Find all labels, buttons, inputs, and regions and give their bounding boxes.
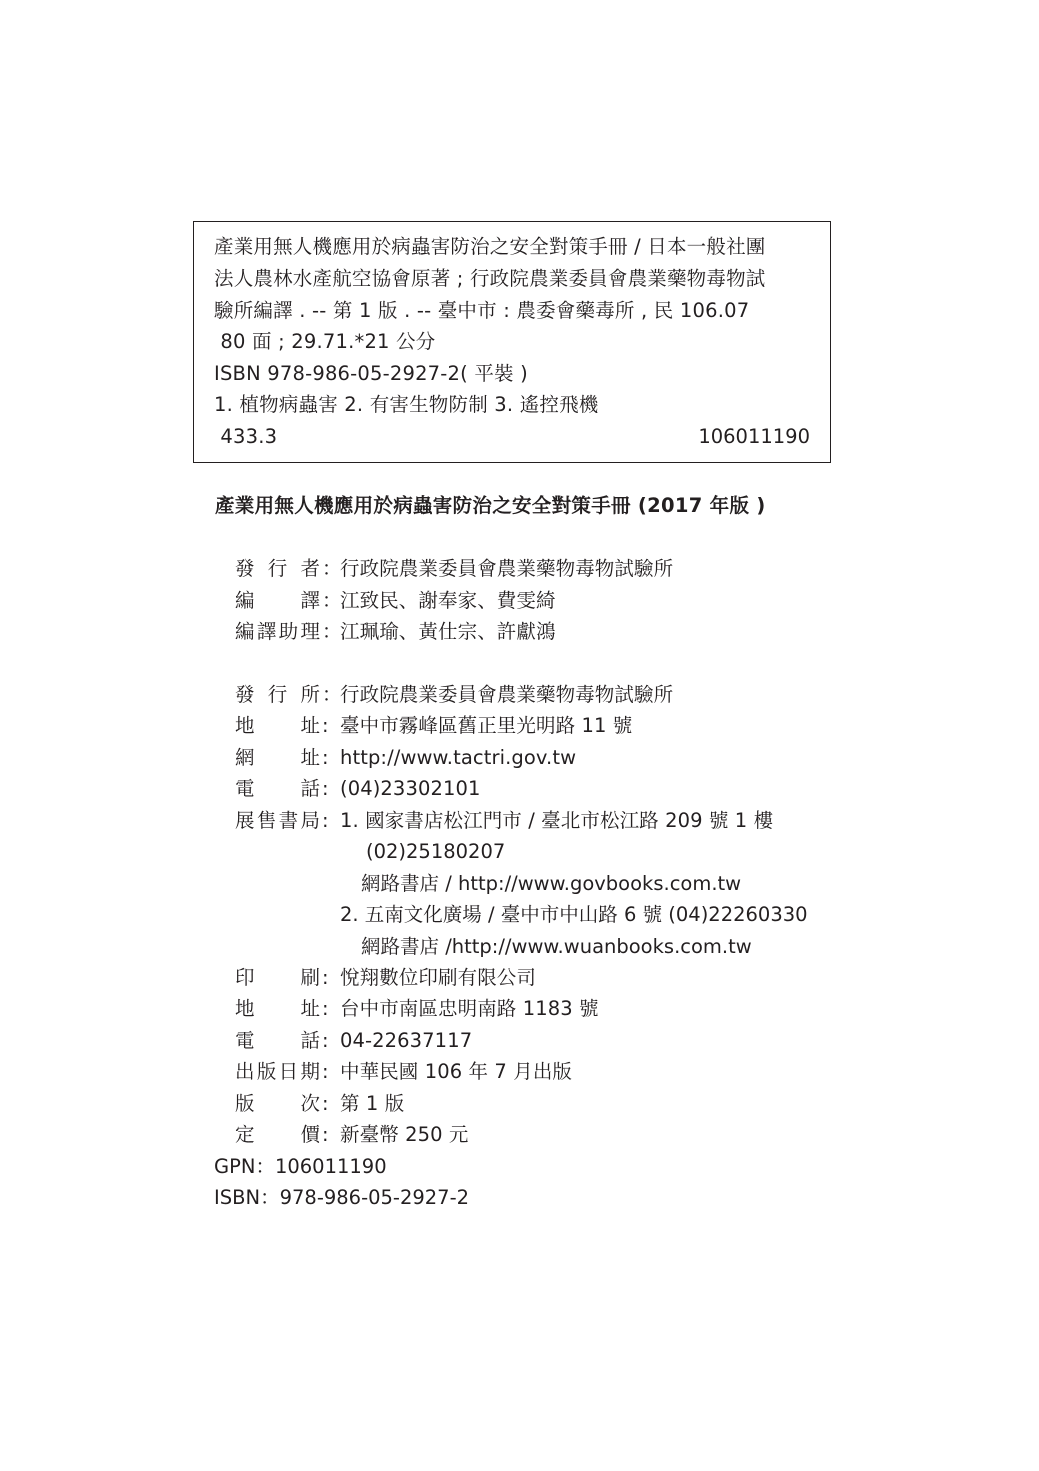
info-label: 版 次 [235,1092,320,1115]
info-label: 編 譯 助 理 [235,620,320,643]
info-colon: : [322,1060,329,1083]
cip-classification: 433.3 [214,425,278,448]
cip-line-5: ISBN 978-986-05-2927-2( 平裝 ) [214,362,528,385]
info-value: 台中市南區忠明南路 1183 號 [340,997,599,1020]
info-colon: : [322,746,329,769]
bookstore-1: 1. 國家書店松江門市 / 臺北市松江路 209 號 1 樓 [340,809,774,832]
cip-line-6: 1. 植物病蟲害 2. 有害生物防制 3. 遙控飛機 [214,393,599,416]
info-label: 電 話 [235,777,320,800]
info-value: 新臺幣 250 元 [340,1123,469,1146]
cip-gpn: 106011190 [698,425,810,448]
cip-line-1: 產業用無人機應用於病蟲害防治之安全對策手冊 / 日本一般社團 [214,235,766,258]
info-label: 編 譯 [235,589,320,612]
bookstore-1-web[interactable]: 網路書店 / http://www.govbooks.com.tw [361,872,742,895]
info-label: 地 址 [235,714,320,737]
info-colon: ： [322,589,342,612]
website-link[interactable]: http://www.tactri.gov.tw [340,746,577,769]
info-label: 印 刷 [235,966,320,989]
info-label: 地 址 [235,997,320,1020]
cip-line-2: 法人農林水產航空協會原著 ; 行政院農業委員會農業藥物毒物試 [214,267,766,290]
info-colon: ： [322,620,342,643]
isbn-line: ISBN：978-986-05-2927-2 [214,1186,470,1209]
info-value: 江珮瑜、黃仕宗、許獻鴻 [340,620,556,643]
info-value: 臺中市霧峰區舊正里光明路 11 號 [340,714,633,737]
info-value: (04)23302101 [340,777,481,800]
cip-record-box [193,221,831,463]
bookstore-2: 2. 五南文化廣場 / 臺中市中山路 6 號 (04)22260330 [340,903,808,926]
info-colon: : [322,714,329,737]
info-label: 定 價 [235,1123,320,1146]
info-label: 電 話 [235,1029,320,1052]
info-value: 行政院農業委員會農業藥物毒物試驗所 [340,683,674,706]
info-colon: ： [322,557,342,580]
info-value: 江致民、謝奉家、費雯綺 [340,589,556,612]
info-value: 第 1 版 [340,1092,405,1115]
info-colon: : [322,809,329,832]
info-colon: : [322,966,329,989]
info-colon: ： [322,683,342,706]
info-label: 網 址 [235,746,320,769]
info-value: 行政院農業委員會農業藥物毒物試驗所 [340,557,674,580]
info-label: 發 行 所 [235,683,320,706]
info-value: 悅翔數位印刷有限公司 [340,966,537,989]
book-title: 產業用無人機應用於病蟲害防治之安全對策手冊 (2017 年版 ) [215,494,766,517]
info-colon: : [322,1029,329,1052]
info-label: 發 行 者 [235,557,320,580]
info-label: 展 售 書 局 [235,809,320,832]
gpn-line: GPN：106011190 [214,1155,387,1178]
info-colon: : [322,997,329,1020]
cip-line-4: 80 面 ; 29.71.*21 公分 [214,330,436,353]
bookstore-1-phone: (02)25180207 [366,840,506,863]
bookstore-2-web[interactable]: 網路書店 /http://www.wuanbooks.com.tw [361,935,752,958]
info-colon: : [322,1092,329,1115]
info-colon: : [322,777,329,800]
info-value: 中華民國 106 年 7 月出版 [340,1060,573,1083]
info-colon: : [322,1123,329,1146]
info-value: 04-22637117 [340,1029,473,1052]
cip-line-3: 驗所編譯 . -- 第 1 版 . -- 臺中市 : 農委會藥毒所 , 民 106.07 [214,299,750,322]
info-label: 出 版 日 期 [235,1060,320,1083]
